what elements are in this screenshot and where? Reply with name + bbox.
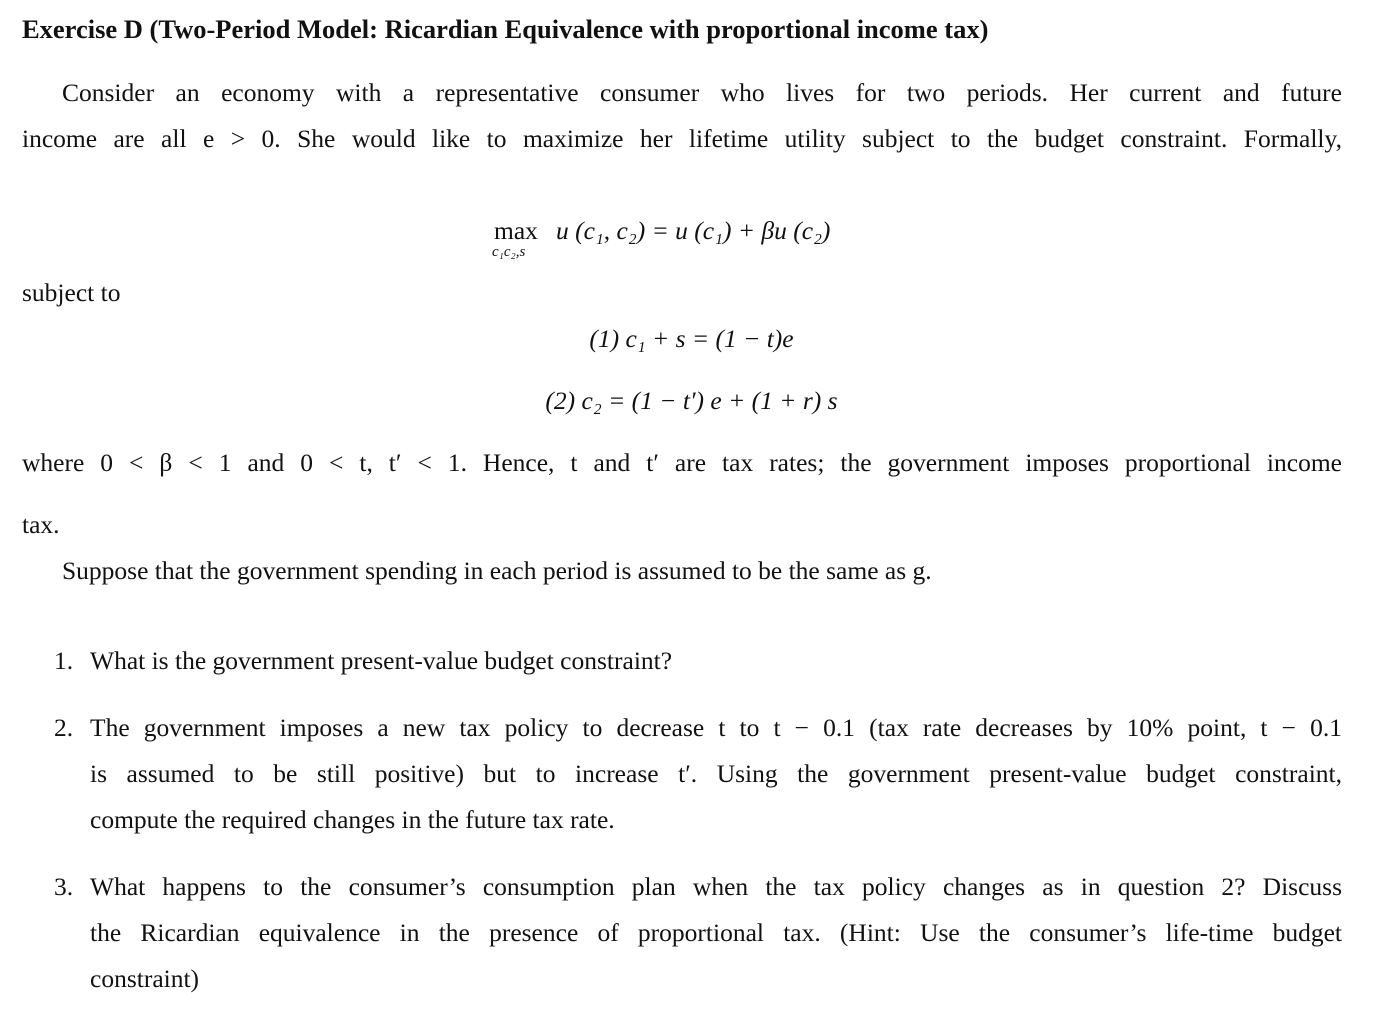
question-1-number: 1.	[54, 646, 74, 675]
question-2-number: 2.	[54, 713, 74, 742]
question-3-line-3: constraint)	[90, 964, 200, 993]
question-2-line-2: is assumed to be still positive) but to increase t′. Using the government present-value budget constraint,	[90, 759, 1342, 788]
constraint-1: (1) c₁ + s = (1 − t)e	[589, 324, 794, 353]
question-3-number: 3.	[54, 872, 74, 901]
exercise-title: Exercise D (Two-Period Model: Ricardian Equivalence with proportional income tax)	[22, 14, 989, 44]
where-line-1: where 0 < β < 1 and 0 < t, t′ < 1. Hence, t and t′ are tax rates; the government imposes proportional income	[22, 448, 1342, 477]
question-2-line-3: compute the required changes in the future tax rate.	[90, 805, 615, 834]
question-2-line-1: The government imposes a new tax policy to decrease t to t − 0.1 (tax rate decreases by 10% point, t − 0.1	[90, 713, 1342, 742]
objective-operator: max	[494, 216, 538, 245]
question-3-line-1: What happens to the consumer’s consumption plan when the tax policy changes as in question 2? Discuss	[90, 872, 1342, 901]
objective-expression: u (c₁, c₂) = u (c₁) + βu (c₂)	[556, 216, 831, 245]
intro-line-2: income are all e > 0. She would like to maximize her lifetime utility subject to the budget constraint. Formally,	[22, 124, 1342, 153]
constraint-2: (2) c₂ = (1 − t′) e + (1 + r) s	[545, 386, 838, 415]
objective-subscript: c₁c₂,s	[492, 244, 526, 260]
where-line-2: tax.	[22, 510, 60, 539]
question-1-text: What is the government present-value budget constraint?	[90, 646, 673, 675]
intro-line-1: Consider an economy with a representative consumer who lives for two periods. Her current and future	[62, 78, 1342, 107]
subject-to-label: subject to	[22, 278, 121, 307]
spending-assumption: Suppose that the government spending in each period is assumed to be the same as g.	[62, 556, 932, 585]
question-3-line-2: the Ricardian equivalence in the presence of proportional tax. (Hint: Use the consumer’s life-time budget	[90, 918, 1342, 947]
